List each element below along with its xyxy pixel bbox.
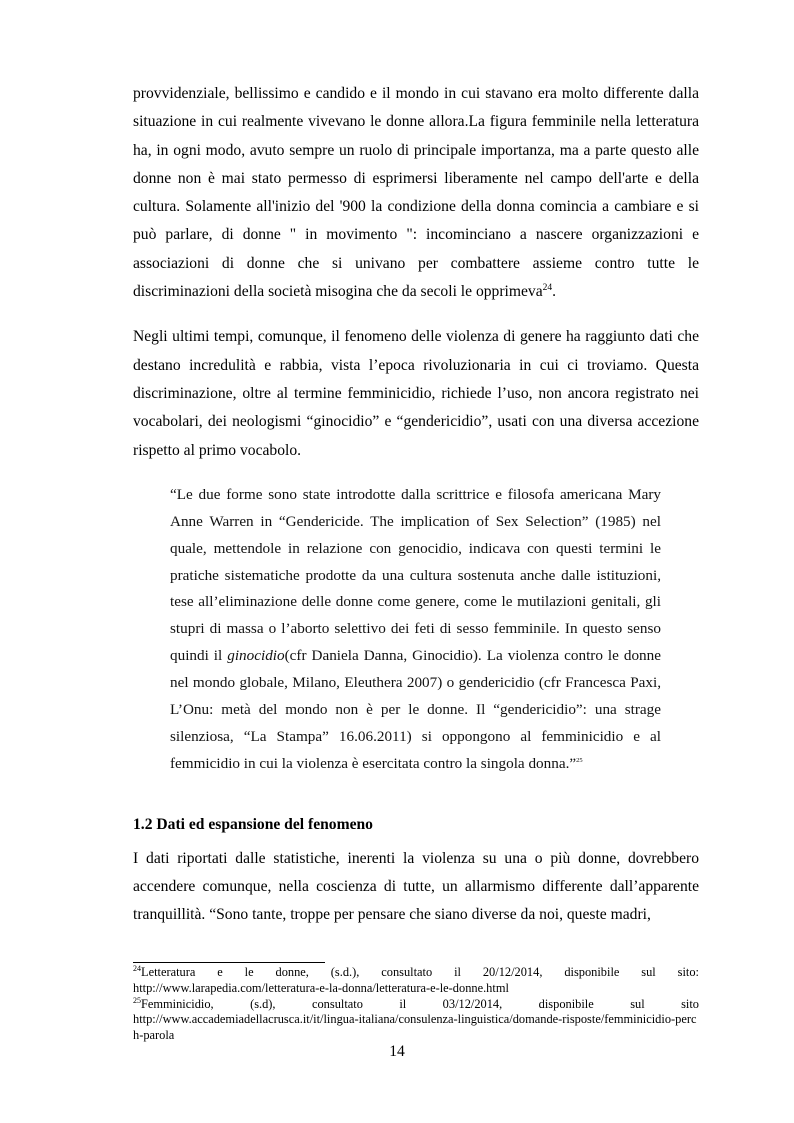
footnote-text: Femminicidio, (s.d), consultato il 03/12/2014, disponibile sul sito (141, 996, 699, 1011)
footnote-line (133, 997, 699, 1013)
footnote-reference[interactable]: 25 (576, 756, 583, 764)
footnote-number: 24 (133, 963, 141, 973)
body-paragraph (133, 80, 699, 306)
body-paragraph: I dati riportati dalle statistiche, inerenti la violenza su una o più donne, dovrebbero accendere comunque, nella coscienza di tutte, un allarmismo differente dall’apparente tranquillità. “Sono tante, troppe per pensare che siano diverse da noi, queste madri, (133, 849, 699, 924)
quote-italic-term: ginocidio (227, 647, 285, 665)
footnote-text: Letteratura e le donne, (s.d.), consultato il 20/12/2014, disponibile sul sito: (141, 965, 699, 979)
footnote-url-link[interactable]: http://www.accademiadellacrusca.it/it/lingua-italiana/consulenza-linguistica/domande-risposte/femminicidio-perch-parola (133, 1012, 697, 1043)
block-quote (170, 482, 661, 778)
footnote-number: 25 (133, 995, 141, 1005)
page-body (133, 80, 699, 930)
footnote-item (133, 965, 699, 981)
footnote-line (133, 965, 699, 981)
section-heading: 1.2 Dati ed espansione del fenomeno (133, 815, 373, 833)
page-number: 14 (389, 1043, 405, 1060)
paragraph-text: provvidenziale, bellissimo e candido e il mondo in cui stavano era molto differente dalla situazione in cui realmente vivevano le donne allora.La figura femminile nella letteratura ha, in ogni modo, avuto sempre un ruolo di principale importanza, ma a parte questo alle donne non è mai stato permesso di esprimersi liberamente nel campo dell'arte e della cultura. Solamente all'inizio del '900 la condizione della donna comincia a cambiare e si può parlare, di donne " in movimento ": incominciano a nascere organizzazioni e associazioni di donne che si univano per combattere assieme contro tutte le discriminazioni della società misogina che da secoli le opprimeva (133, 85, 699, 301)
footnote-url-link[interactable]: http://www.larapedia.com/letteratura-e-la-donna/letteratura-e-le-donne.html (133, 980, 509, 995)
footnote-item (133, 997, 699, 1013)
footnote-reference[interactable]: 24 (542, 282, 553, 293)
quote-text: (cfr Daniela Danna, Ginocidio). La violenza contro le donne nel mondo globale, Milano, Eleuthera 2007) o gendericidio (cfr Francesca Paxi, L’Onu: metà del mondo non è per le donne. Il “gendericidio”: una strage silenziosa, “La Stampa” 16.06.2011) si oppongono al femminicidio e al femmicidio in cui la violenza è esercitata contro la singola donna.” (170, 647, 661, 772)
paragraph-end: . (552, 283, 557, 301)
quote-text: “Le due forme sono state introdotte dalla scrittrice e filosofa americana Mary Anne Warren in “Gendericide. The implication of Sex Selection” (1985) nel quale, mettendole in relazione con genocidio, indicava con questi termini le pratiche sistematiche prodotte da una cultura sostenuta anche dalle istituzioni, tese all’eliminazione delle donne come genere, come le mutilazioni genitali, gli stupri di massa o l’aborto selettivo dei feti di sesso femminile. In questo senso quindi il (170, 485, 661, 665)
footnote-divider (133, 962, 325, 963)
footnotes (133, 965, 699, 1044)
body-paragraph: Negli ultimi tempi, comunque, il fenomeno delle violenza di genere ha raggiunto dati che destano incredulità e rabbia, vista l’epoca rivoluzionaria in cui ci troviamo. Questa discriminazione, oltre al termine femminicidio, richiede l’uso, non ancora registrato nei vocabolari, dei neologismi “ginocidio” e “gendericidio”, usati con una diversa accezione rispetto al primo vocabolo. (133, 328, 699, 459)
